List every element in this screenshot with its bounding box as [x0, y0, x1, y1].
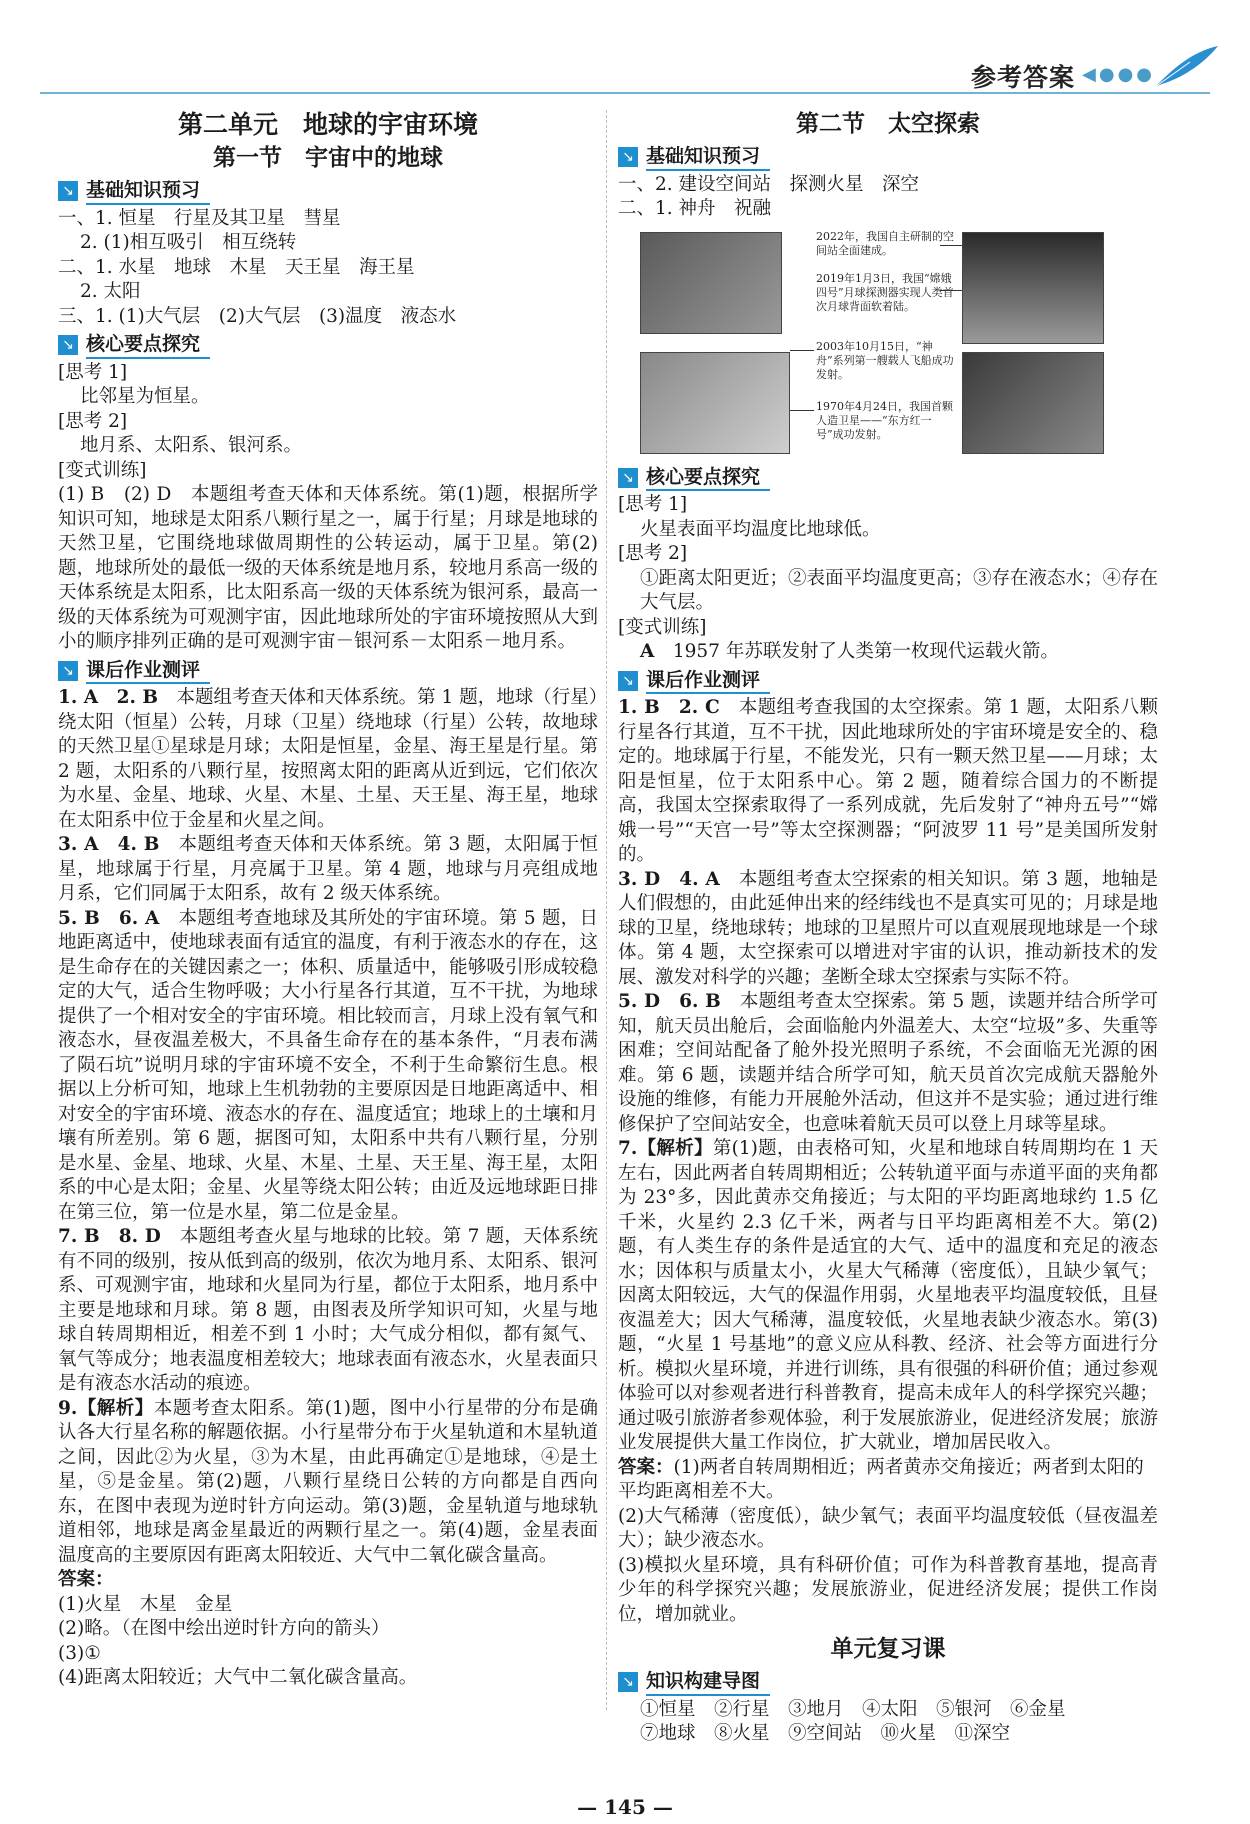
arrow-icon: ↘ — [58, 661, 78, 681]
think-answer: 比邻星为恒星。 — [80, 386, 210, 407]
think-answer: 地月系、太阳系、银河系。 — [80, 435, 303, 456]
arrow-icon: ↘ — [58, 181, 78, 201]
think-label: [思考 2] — [58, 410, 128, 432]
answer-line: ①恒星 ②行星 ③地月 ④太阳 ⑤银河 ⑥金星 — [640, 1698, 1066, 1720]
section-heading: ↘ 基础知识预习 — [58, 178, 598, 205]
answer-line: 一、2. 建设空间站 探测火星 深空 — [618, 173, 920, 195]
question-item: 5. D 6. B 本题组考查太空探索。第 5 题，读题并结合所学可知，航天员出舱后，会面临舱内外温差大、太空“垃圾”多、失重等困难；空间站配备了舱外投光照明子系统，不会面临无光源的困难。第 6 题，读题并结合所学可知，航天员首次完成航天器舱外设施的维修，有能力开展舱外活动，但这并不是实验；通过进行维修保护了空间站安全，也意味着航天员可以登上月球等星球。 — [618, 991, 1158, 1135]
connector-line — [940, 245, 962, 246]
answer-line: (3)模拟火星环境，具有科研价值；可作为科普教育基地，提高青少年的科学探究兴趣；发展旅游业，促进经济发展；提供工作岗位，增加就业。 — [618, 1554, 1158, 1625]
unit-title: 第二单元 地球的宇宙环境 — [177, 110, 478, 139]
figure-caption: 2019年1月3日，我国“嫦娥四号”月球探测器实现人类首次月球背面软着陆。 — [816, 271, 954, 313]
question-item: 1. B 2. C 本题组考查我国的太空探索。第 1 题，太阳系八颗行星各行其道，互不干扰，因此地球所处的宇宙环境是安全的、稳定的。地球属于行星，不能发光，只有一颗天然卫星——月球；太阳是恒星，位于太阳系中心。第 2 题，随着综合国力的不断提高，我国太空探索取得了一系列成就，先后发射了“神舟五号”“嫦娥一号”“天宫一号”等太空探测器；“阿波罗 11 号”是美国所发射的。 — [618, 697, 1158, 865]
question-item: 3. D 4. A 本题组考查太空探索的相关知识。第 3 题，地轴是人们假想的，由此延伸出来的经纬线也不是真实可见的；月球是地球的卫星，绕地球转；地球的卫星照片可以直观展现地球是一个球体。第 4 题，太空探索可以增进对宇宙的认识，推动新技术的发展、激发对科学的兴趣；垄断全球太空探索与实际不符。 — [618, 868, 1158, 988]
space-station-photo — [962, 352, 1104, 454]
right-column — [618, 108, 1158, 1747]
answer-label: 答案： — [58, 1569, 114, 1590]
answer-line: 一、1. 恒星 行星及其卫星 彗星 — [58, 207, 341, 229]
arrow-icon: ↘ — [618, 671, 638, 691]
column-divider — [606, 110, 607, 1710]
feather-icon — [1150, 42, 1220, 92]
satellite-photo — [640, 232, 782, 334]
think-answer: ①距离太阳更近；②表面平均温度更高；③存在液态水；④存在大气层。 — [640, 567, 1159, 613]
answer-line: ⑦地球 ⑧火星 ⑨空间站 ⑩火星 ⑪深空 — [640, 1723, 1011, 1744]
spaceship-photo — [640, 352, 790, 454]
space-timeline-figure — [640, 230, 1102, 455]
think-label: [思考 2] — [618, 543, 688, 564]
answer-line: (2)大气稀薄（密度低），缺少氧气；表面平均温度较低（昼夜温差大）；缺少液态水。 — [618, 1505, 1158, 1551]
think-label: [思考 1] — [58, 361, 128, 383]
section-title: 第二节 太空探索 — [796, 111, 980, 137]
question-item: 5. B 6. A 本题组考查地球及其所处的宇宙环境。第 5 题，日地距离适中，使地球表面有适宜的温度，有利于液态水的存在，这是生命存在的关键因素之一；体积、质量适中，能够吸引形成较稳定的大气，适合生物呼吸；大小行星各行其道，互不干扰，为地球提供了一个相对安全的宇宙环境。相比较而言，月球上没有氧气和液态水，昼夜温差极大，不具备生命存在的基本条件，“月表布满了陨石坑”说明月球的宇宙环境不安全，不利于生命繁衍生息。根据以上分析可知，地球上生机勃勃的主要原因是日地距离适中、相对安全的宇宙环境、液态水的存在、温度适宜；地球上的土壤和月壤有所差别。第 6 题，据图可知，太阳系中共有八颗行星，分别是水星、金星、地球、火星、木星、土星、天王星、海王星，太阳系的中心是太阳；金星、火星等绕太阳公转；由近及远地球距日排在第三位，第一位是水星，第二位是金星。 — [58, 907, 598, 1223]
connector-line — [940, 290, 962, 291]
think-label: [思考 1] — [618, 494, 688, 515]
figure-caption: 2022年，我国自主研制的空间站全面建成。 — [816, 229, 954, 257]
arrow-icon: ↘ — [618, 147, 638, 167]
page-header — [0, 0, 1250, 100]
figure-caption: 2003年10月15日，“神舟”系列第一艘载人飞船成功发射。 — [816, 339, 954, 381]
train-answer: (1) B (2) D 本题组考查天体和天体系统。第(1)题，根据所学知识可知，地球是太阳系八颗行星之一，属于行星；月球是地球的天然卫星，它围绕地球做周期性的公转运动，属于卫星。第(2)题，地球所处的最低一级的天体系统是地月系，较地月系高一级的天体系统是太阳系，比太阳系高一级的天体系统为银河系，最高一级的天体系统为可观测宇宙，因此地球所处的宇宙环境按照从大到小的顺序排列正确的是可观测宇宙－银河系－太阳系－地月系。 — [58, 484, 598, 652]
lunar-rover-photo — [962, 232, 1104, 344]
section-heading: ↘ 核心要点探究 — [618, 465, 1158, 492]
header-rule — [40, 92, 1210, 94]
page-number: — 145 — — [577, 1795, 673, 1819]
answer-line: (3)① — [58, 1642, 101, 1664]
section-title: 第一节 宇宙中的地球 — [213, 145, 443, 171]
train-answer: A 1957 年苏联发射了人类第一枚现代运载火箭。 — [640, 641, 1059, 662]
header-dots-icon: ◀●●● — [1082, 64, 1155, 85]
think-answer: 火星表面平均温度比地球低。 — [640, 518, 881, 540]
answer-line: 2. (1)相互吸引 相互绕转 — [80, 232, 297, 253]
train-label: [变式训练] — [58, 459, 147, 481]
answer-line: 三、1. (1)大气层 (2)大气层 (3)温度 液态水 — [58, 305, 457, 327]
question-item: 1. A 2. B 本题组考查天体和天体系统。第 1 题，地球（行星）绕太阳（恒星）公转，月球（卫星）绕地球（行星）公转，故地球的天然卫星①星球是月球；太阳是恒星，金星、海王星是行星。第 2 题，太阳系的八颗行星，按照离太阳的距离从近到远，它们依次为水星、金星、地球、火星、木星、土星、天王星、海王星，地球在太阳系中位于金星和火星之间。 — [58, 687, 598, 831]
section-heading: ↘ 课后作业测评 — [58, 658, 598, 685]
answer-block: 答案：(1)两者自转周期相近；两者黄赤交角接近；两者到太阳的平均距离相差不大。 — [618, 1456, 1144, 1502]
answer-line: (1)火星 木星 金星 — [58, 1593, 233, 1615]
section-heading: ↘ 课后作业测评 — [618, 668, 1158, 695]
section-heading: ↘ 知识构建导图 — [618, 1669, 1158, 1696]
review-title: 单元复习课 — [830, 1636, 946, 1662]
figure-caption: 1970年4月24日，我国首颗人造卫星——“东方红一号”成功发射。 — [816, 399, 953, 441]
left-column — [58, 108, 598, 1691]
arrow-icon: ↘ — [618, 1672, 638, 1692]
section-heading: ↘ 核心要点探究 — [58, 332, 598, 359]
answer-line: 2. 太阳 — [80, 281, 141, 302]
connector-line — [790, 410, 814, 411]
answer-line: 二、1. 水星 地球 木星 天王星 海王星 — [58, 256, 415, 278]
answer-line: 二、1. 神舟 祝融 — [618, 198, 772, 219]
section-heading: ↘ 基础知识预习 — [618, 144, 1158, 171]
connector-line — [790, 350, 814, 351]
arrow-icon: ↘ — [618, 468, 638, 488]
arrow-icon: ↘ — [58, 335, 78, 355]
answer-line: (4)距离太阳较近；大气中二氧化碳含量高。 — [58, 1667, 418, 1688]
header-title: 参考答案 — [970, 63, 1075, 92]
train-label: [变式训练] — [618, 616, 707, 638]
question-item: 7.【解析】第(1)题，由表格可知，火星和地球自转周期均在 1 天左右，因此两者自转周期相近；公转轨道平面与赤道平面的夹角都为 23°多，因此黄赤交角接近；与太阳的平均距离地球约 1.5 亿千米，火星约 2.3 亿千米，两者与日平均距离相差不大。第(2)题，有人类生存的条件是适宜的大气、适中的温度和充足的液态水；因体积与质量太小，火星大气稀薄（密度低），且缺少氧气；因离太阳较远，大气的保温作用弱，火星地表平均温度较低，且昼夜温差大；因大气稀薄，温度较低，火星地表缺少液态水。第(3)题，“火星 1 号基地”的意义应从科教、经济、社会等方面进行分析。模拟火星环境，并进行训练，具有很强的科研价值；通过参观体验可以对参观者进行科普教育，提高未成年人的科学探究兴趣；通过吸引旅游者参观体验，利于发展旅游业，促进经济发展；旅游业发展提供大量工作岗位，扩大就业，增加居民收入。 — [618, 1138, 1158, 1453]
question-item: 3. A 4. B 本题组考查天体和天体系统。第 3 题，太阳属于恒星，地球属于行星，月亮属于卫星。第 4 题，地球与月亮组成地月系，它们同属于太阳系，故有 2 级天体系统。 — [58, 834, 598, 904]
question-item: 9.【解析】本题考查太阳系。第(1)题，图中小行星带的分布是确认各大行星名称的解题依据。小行星带分布于火星轨道和木星轨道之间，因此②为火星，③为木星，由此再确定①是地球，④是土星，⑤是金星。第(2)题，八颗行星绕日公转的方向都是自西向东，在图中表现为逆时针方向运动。第(3)题，金星轨道与地球轨道相邻，地球是离金星最近的两颗行星之一。第(4)题，金星表面温度高的主要原因有距离太阳较近、大气中二氧化碳含量高。 — [58, 1397, 598, 1566]
question-item: 7. B 8. D 本题组考查火星与地球的比较。第 7 题，天体系统有不同的级别，按从低到高的级别，依次为地月系、太阳系、银河系、可观测宇宙，地球和火星同为行星，都位于太阳系，地月系中主要是地球和月球。第 8 题，由图表及所学知识可知，火星与地球自转周期相近，相差不到 1 小时；大气成分相似，都有氮气、氧气等成分；地表温度相差较大；地球表面有液态水，火星表面只是有液态水活动的痕迹。 — [58, 1226, 598, 1394]
answer-line: (2)略。（在图中绘出逆时针方向的箭头） — [58, 1618, 390, 1639]
